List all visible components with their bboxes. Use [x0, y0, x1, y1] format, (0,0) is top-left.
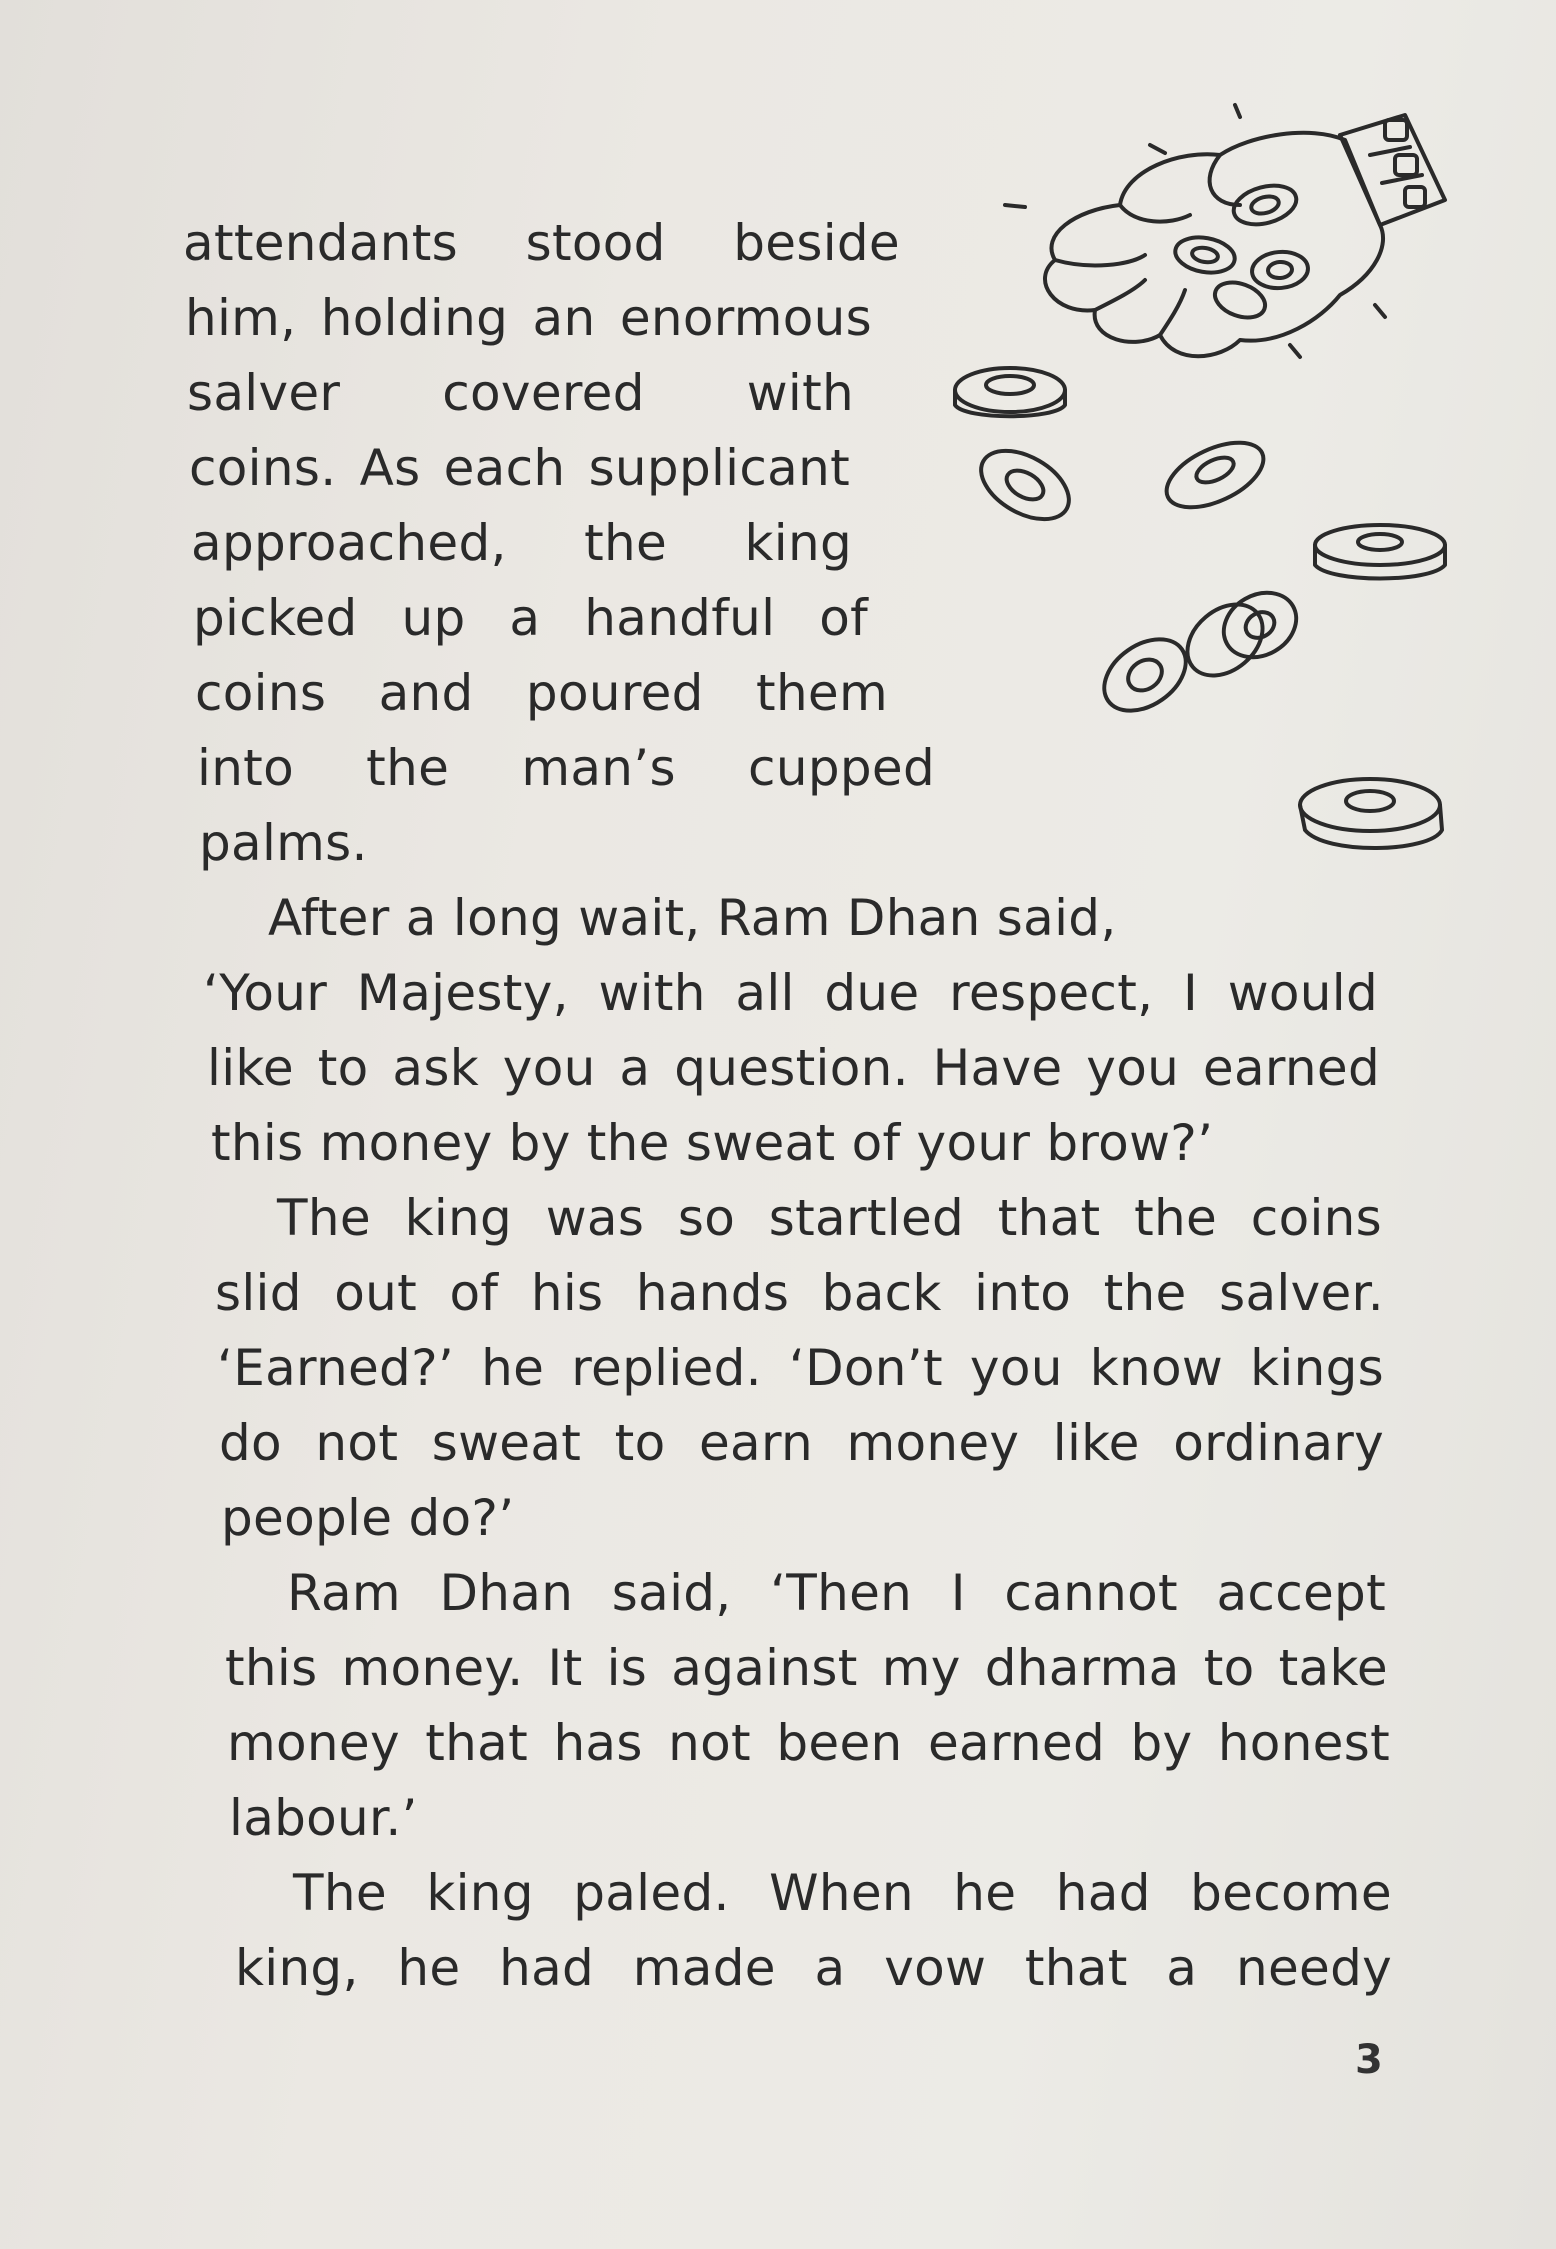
- text-line: like to ask you a question. Have you earned: [207, 1039, 1380, 1097]
- text-line: approached, the king: [191, 514, 852, 572]
- text-line: picked up a handful of: [193, 589, 868, 647]
- text-line: this money by the sweat of your brow?’: [211, 1114, 1214, 1172]
- text-line: The king was so startled that the coins: [277, 1189, 1382, 1247]
- text-line: coins and poured them: [195, 664, 888, 722]
- text-line: palms.: [199, 814, 368, 872]
- text-line: do not sweat to earn money like ordinary: [219, 1414, 1384, 1472]
- text-line: him, holding an enormous: [185, 289, 872, 347]
- text-line: attendants stood beside: [183, 214, 900, 272]
- text-line: After a long wait, Ram Dhan said,: [268, 889, 1117, 947]
- text-line: into the man’s cupped: [197, 739, 935, 797]
- text-line: this money. It is against my dharma to take: [225, 1639, 1388, 1697]
- text-line: people do?’: [221, 1489, 515, 1547]
- text-line: slid out of his hands back into the salver.: [215, 1264, 1384, 1322]
- text-line: salver covered with: [187, 364, 854, 422]
- text-line: Ram Dhan said, ‘Then I cannot accept: [287, 1564, 1386, 1622]
- text-line: ‘Earned?’ he replied. ‘Don’t you know kings: [217, 1339, 1384, 1397]
- text-line: labour.’: [229, 1789, 418, 1847]
- text-line: money that has not been earned by honest: [227, 1714, 1390, 1772]
- hand-pouring-coins-icon: [920, 95, 1460, 915]
- text-line: ‘Your Majesty, with all due respect, I would: [203, 964, 1378, 1022]
- text-line: king, he had made a vow that a needy: [235, 1939, 1392, 1997]
- page-number: 3: [1355, 2037, 1383, 2083]
- text-line: The king paled. When he had become: [293, 1864, 1392, 1922]
- text-line: coins. As each supplicant: [189, 439, 850, 497]
